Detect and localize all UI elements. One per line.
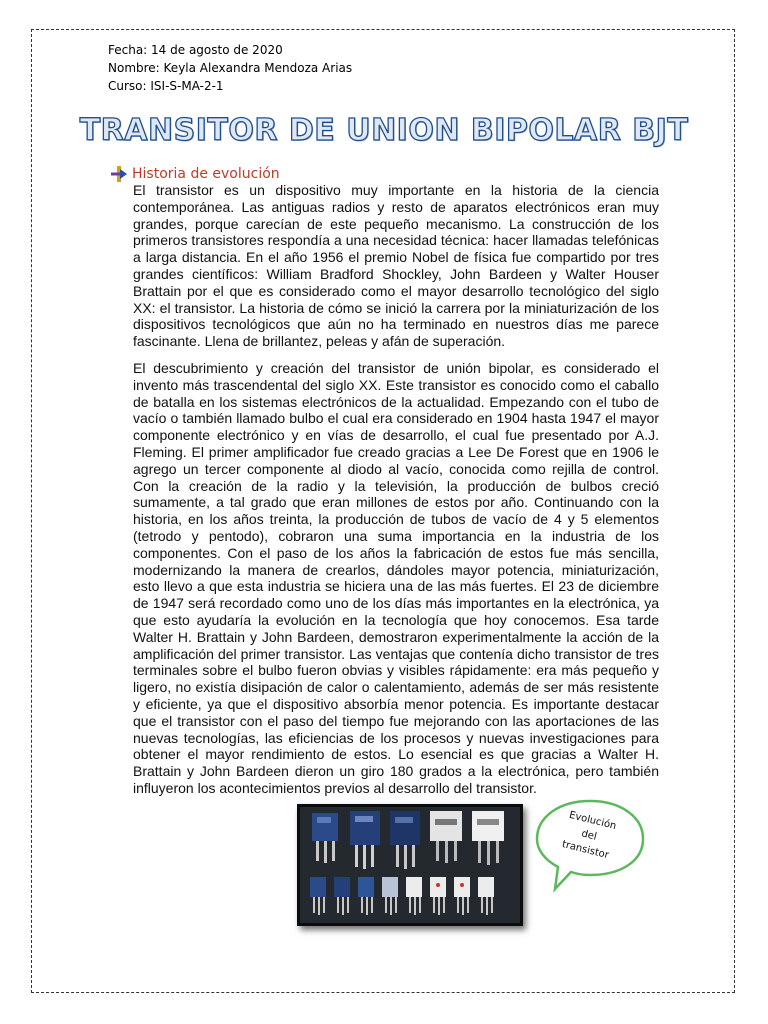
section-heading-label: Historia de evolución	[132, 166, 280, 182]
callout-line: transistor	[560, 838, 610, 862]
callout-line: Evolución	[567, 809, 618, 833]
paragraph: El descubrimiento y creación del transistor de unión bipolar, es considerado el invento más trascendental del siglo XX. Este transistor es conocido como el caballo de batalla en los sistemas electrónicos de la actualidad. Empezando con el tubo de vacío o también llamado bulbo el cual era considerado en 1904 hasta 1947 el mayor componente electrónico y en vías de desarrollo, el cual fue presentado por A.J. Fleming. El primer amplificador fue creado gracias a Lee De Forest que en 1906 le agrego un tercer componente al diodo al vacío, conocida como rejilla de control. Con la creación de la radio y la televisión, la producción de bulbos creció sumamente, a tal grado que eran millones de estos por año. Continuando con la historia, en los años treinta, la producción de tubos de vacío de 4 y 5 elementos (tetrodo y pentodo), cobraron una suma importancia en la industria de los componentes. Con el paso de los años la fabricación de estos fue más sencilla, modernizando la manera de crearlos, dándoles mayor potencia, miniaturización, esto llevo a que esta industria se hiciera una de las más fuertes. El 23 de diciembre de 1947 será recordado como uno de los días más importantes en la electrónica, ya que esto ayudaría la evolución en la tecnología que hoy conocemos. Esa tarde Walter H. Brattain y John Bardeen, demostraron experimentalmente la acción de la amplificación del primer transistor. Las ventajas que contenía dicho transistor de tres terminales sobre el bulbo fueron obvias y visibles rápidamente: era más pequeño y ligero, no existía disipación de calor o calentamiento, además de ser más resistente y eficiente, ya que el dispositivo absorbía menor potencia. Es importante destacar que el transistor con el paso del tiempo fue mejorando con las aportaciones de las nuevas tecnologías, las eficiencias de los procesos y nuevas investigaciones para obtener el mayor rendimiento de estos. Lo esencial es que gracias a Walter H. Brattain y John Bardeen dieron un giro 180 grados a la electrónica, pero también influyeron los acontecimientos previos al desarrollo del transistor.	[133, 359, 659, 796]
date-line: Fecha: 14 de agosto de 2020	[108, 43, 283, 57]
body-text	[133, 182, 659, 807]
course-line: Curso: ISI-S-MA-2-1	[108, 79, 224, 93]
transistors-photo-icon	[300, 807, 520, 923]
document-title: TRANSITOR DE UNION BIPOLAR BJT	[79, 113, 689, 148]
section-heading	[110, 164, 280, 184]
document-header	[108, 41, 352, 95]
callout-bubble	[533, 795, 648, 895]
transistors-photo	[297, 804, 523, 926]
name-line: Nombre: Keyla Alexandra Mendoza Arias	[108, 61, 353, 75]
arrow-bullet-icon	[110, 165, 128, 183]
paragraph: El transistor es un dispositivo muy importante en la historia de la ciencia contemporánea. Las antiguas radios y resto de aparatos electrónicos eran muy grandes, porque carecían de este pequeño mecanismo. La construcción de los primeros transistores respondía a una necesidad técnica: hacer llamadas telefónicas a larga distancia. En el año 1956 el premio Nobel de física fue compartido por tres grandes científicos: William Bradford Shockley, John Bardeen y Walter Houser Brattain por el que es considerado como el mayor desarrollo tecnológico del siglo XX: el transistor. La historia de cómo se inició la carrera por la miniaturización de los dispositivos tecnológicos que aún no ha terminado en nuestros días me parece fascinante. Llena de brillantez, peleas y afán de superación.	[133, 182, 659, 350]
callout-line: del	[580, 828, 598, 843]
